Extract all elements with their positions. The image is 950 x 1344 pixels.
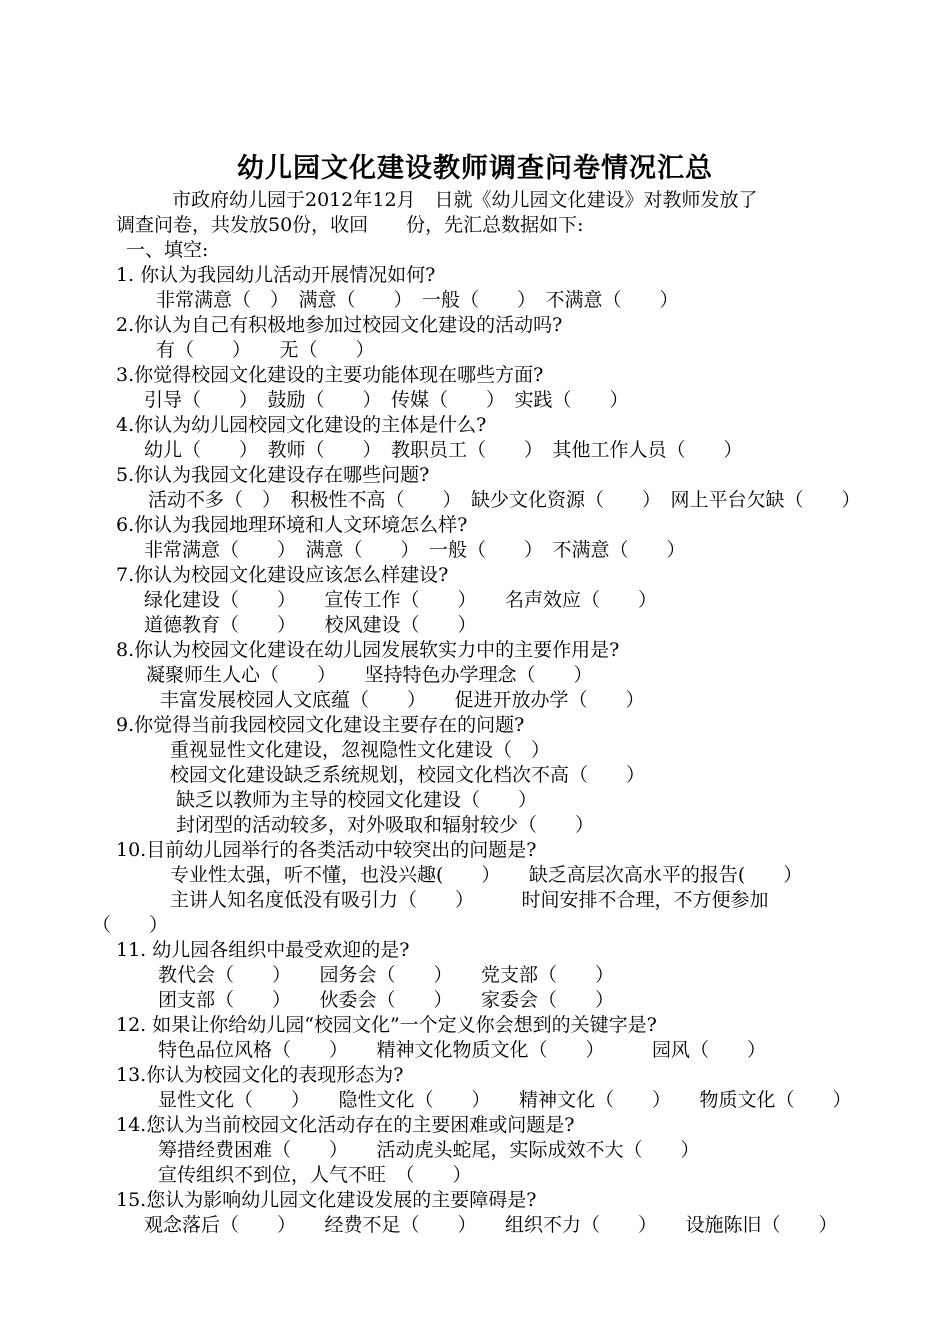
question-8: 8.你认为校园文化建设在幼儿园发展软实力中的主要作用是?	[116, 639, 620, 661]
question-13-options: 显性文化（ ） 隐性文化（ ） 精神文化（ ） 物质文化（ ）	[158, 1089, 852, 1111]
question-10-options-3: （ ）	[92, 914, 169, 936]
question-15-options: 观念落后（ ） 经费不足（ ） 组织不力（ ） 设施陈旧（ ）	[144, 1214, 838, 1236]
question-4-options: 幼儿（ ） 教师（ ） 教职员工（ ） 其他工作人员（ ）	[144, 439, 743, 461]
question-8-options-1: 凝聚师生人心（ ） 坚持特色办学理念（ ）	[146, 664, 593, 686]
question-8-options-2: 丰富发展校园人文底蕴（ ） 促进开放办学（ ）	[160, 689, 645, 711]
question-13: 13.你认为校园文化的表现形态为?	[116, 1064, 404, 1086]
question-2-options: 有（ ） 无（ ）	[156, 339, 375, 361]
question-9-options-4: 封闭型的活动较多，对外吸取和辐射较少（ ）	[176, 814, 595, 836]
question-6-options: 非常满意（ ） 满意（ ） 一般（ ） 不满意（ ）	[144, 539, 686, 561]
question-10-options-2: 主讲人知名度低没有吸引力（ ） 时间安排不合理，不方便参加	[170, 889, 769, 911]
intro-line-2: 调查问卷，共发放50份，收回 份，先汇总数据如下:	[116, 214, 584, 236]
question-9-options-1: 重视显性文化建设，忽视隐性文化建设（ ）	[170, 739, 551, 761]
question-7: 7.你认为校园文化建设应该怎么样建设?	[116, 564, 449, 586]
question-7-options-2: 道德教育（ ） 校风建设（ ）	[144, 614, 477, 636]
question-5: 5.你认为我园文化建设存在哪些问题?	[116, 464, 430, 486]
question-9-options-2: 校园文化建设缺乏系统规划，校园文化档次不高（ ）	[170, 764, 646, 786]
question-9-options-3: 缺乏以教师为主导的校园文化建设（ ）	[176, 789, 538, 811]
question-12-options: 特色品位风格（ ） 精神文化物质文化（ ） 园风（ ）	[158, 1039, 767, 1061]
question-9: 9.你觉得当前我园校园文化建设主要存在的问题?	[116, 714, 525, 736]
question-12: 12. 如果让你给幼儿园“校园文化”一个定义你会想到的关键字是?	[116, 1014, 657, 1036]
document-title: 幼儿园文化建设教师调查问卷情况汇总	[237, 153, 713, 184]
question-1-options: 非常满意（ ） 满意（ ） 一般（ ） 不满意（ ）	[156, 289, 679, 311]
question-6: 6.你认为我园地理环境和人文环境怎么样?	[116, 514, 468, 536]
question-7-options-1: 绿化建设（ ） 宣传工作（ ） 名声效应（ ）	[144, 589, 658, 611]
question-11: 11. 幼儿园各组织中最受欢迎的是?	[116, 939, 410, 961]
question-14: 14.您认为当前校园文化活动存在的主要困难或问题是?	[116, 1114, 575, 1136]
question-3-options: 引导（ ） 鼓励（ ） 传媒（ ） 实践（ ）	[144, 389, 629, 411]
question-11-options-1: 教代会（ ） 园务会（ ） 党支部（ ）	[158, 964, 615, 986]
question-10: 10.目前幼儿园举行的各类活动中较突出的问题是?	[116, 839, 537, 861]
question-1: 1. 你认为我园幼儿活动开展情况如何?	[116, 264, 436, 286]
question-14-options-2: 宣传组织不到位，人气不旺 （ ）	[158, 1164, 472, 1186]
question-3: 3.你觉得校园文化建设的主要功能体现在哪些方面?	[116, 364, 544, 386]
question-5-options: 活动不多（ ） 积极性不高（ ） 缺少文化资源（ ） 网上平台欠缺（ ）	[148, 489, 861, 511]
question-4: 4.你认为幼儿园校园文化建设的主体是什么?	[116, 414, 487, 436]
question-2: 2.你认为自己有积极地参加过校园文化建设的活动吗?	[116, 314, 563, 336]
question-14-options-1: 筹措经费困难（ ） 活动虎头蛇尾，实际成效不大（ ）	[158, 1139, 700, 1161]
question-10-options-1: 专业性太强，听不懂，也没兴趣( ） 缺乏高层次高水平的报告( ）	[170, 864, 803, 886]
question-15: 15.您认为影响幼儿园文化建设发展的主要障碍是?	[116, 1189, 537, 1211]
question-11-options-2: 团支部（ ） 伙委会（ ） 家委会（ ）	[158, 989, 615, 1011]
intro-line-1: 市政府幼儿园于2012年12月 日就《幼儿园文化建设》对教师发放了	[172, 189, 758, 211]
section-heading: 一、填空:	[126, 239, 209, 261]
